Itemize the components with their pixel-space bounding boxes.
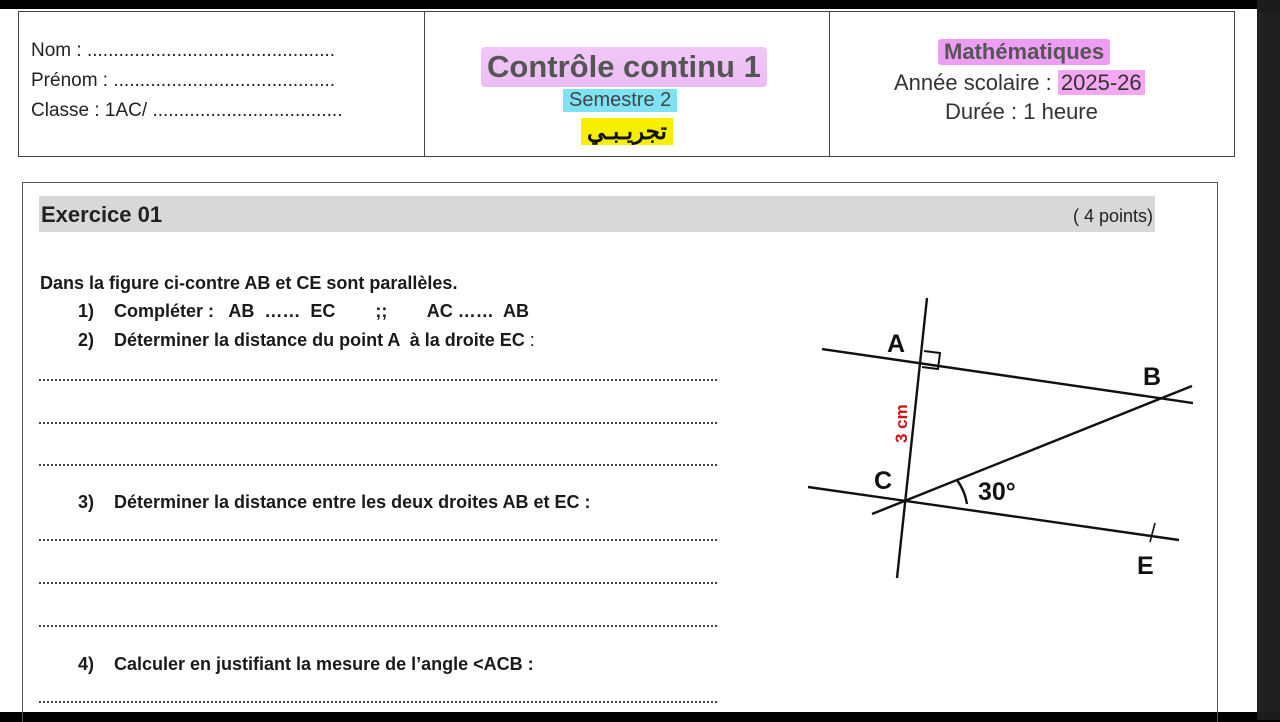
label-b: B (1143, 363, 1162, 391)
measure-label: 3 cm (892, 404, 911, 443)
semester-label: Semestre 2 (563, 89, 677, 112)
prenom-label: Prénom : (31, 70, 114, 91)
line-cb (872, 386, 1192, 514)
geometry-figure (0, 9, 1257, 712)
label-a: A (887, 330, 906, 358)
scrollbar-track[interactable] (1257, 0, 1280, 720)
classe-blank: .................................... (152, 100, 343, 121)
label-c: C (874, 467, 893, 495)
e-tick (1150, 523, 1155, 542)
nom-label: Nom : (31, 40, 87, 61)
question-1: 1) Compléter : AB …… EC ;; AC …… AB (78, 301, 530, 321)
classe-label: Classe : 1AC/ (31, 100, 153, 121)
prenom-blank: .......................................... (113, 70, 336, 91)
label-e: E (1137, 552, 1154, 580)
line-ab (822, 349, 1193, 403)
question-2-suffix: : (524, 330, 535, 350)
exercise-title: Exercice 01 (41, 202, 163, 227)
duration-label: Durée : 1 heure (945, 99, 1098, 124)
question-2-text: 2) Déterminer la distance du point A à la droite EC (78, 330, 525, 350)
nom-blank: ............................................... (86, 40, 336, 61)
angle-label: 30° (978, 478, 1016, 506)
page-title: Contrôle continu 1 (481, 47, 767, 87)
exercise-intro: Dans la figure ci-contre AB et CE sont parallèles. (40, 273, 458, 293)
angle-arc (957, 480, 967, 504)
arabic-tag: تجريـبـي (581, 118, 673, 145)
document-page (0, 9, 1257, 712)
exercise-points: ( 4 points) (1072, 206, 1153, 226)
question-4: 4) Calculer en justifiant la mesure de l’angle <ACB : (78, 654, 534, 674)
subject-label: Mathématiques (938, 39, 1110, 65)
year-value: 2025-26 (1058, 70, 1145, 95)
year-label: Année scolaire : (894, 70, 1058, 95)
question-3: 3) Déterminer la distance entre les deux droites AB et EC : (78, 492, 591, 512)
